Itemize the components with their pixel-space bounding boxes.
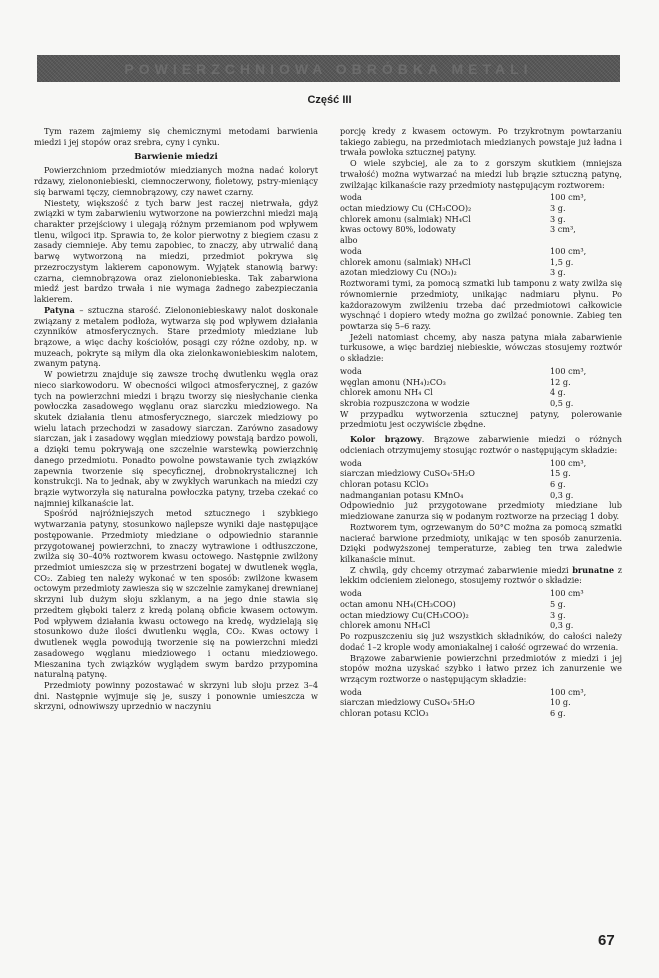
recipe-list-5: [340, 588, 622, 631]
recipe-row: chlorek amonu (salmiak) NH₄Cl 1,5 g.: [340, 256, 574, 267]
paragraph-kolor-brazowy: Kolor brązowy. Brązowe zabarwienie miedzi o różnych odcieniach otrzymujemy stosując roztwór o następującym składzie:: [340, 434, 622, 455]
recipe-row: octan miedziowy Cu (CH₃COO)₂ 3 g.: [340, 203, 566, 214]
part-title: Część III: [307, 94, 352, 106]
paragraph: Powierzchniom przedmiotów miedzianych można nadać koloryt rdzawy, zielononiebieski, ciemnoczerwony, fioletowy, pstry-mieniący się barwami tęczy, ciemnobrązowy, czy nawet czarny.: [34, 165, 318, 197]
recipe-row: chlorek amonu NH₄Cl 0,3 g.: [340, 620, 574, 631]
paragraph: W powietrzu znajduje się zawsze trochę dwutlenku węgla oraz nieco siarkowodoru. W obecności wilgoci atmosferycznej, z gazów tych na powierzchni miedzi i brązu tworzy się niesłychanie cienka powłoczka zasadowego węglanu oraz siarczku miedziowego. Na skutek działania tlenu atmosferycznego, siarczek miedziowy po wielu latach przechodzi w zasadowy siarczan. Zarówno zasadowy siarczan, jak i zasadowy węglan miedziowy powstają bardzo powoli, a dzięki temu pokrywają one szczelnie warstewką powierzchnię danego przedmiotu. Ponadto powolne powstawanie tych związków zapewnia tworzenie się specyficznej, drobnokrystalicznej ich konstrukcji. Na to jednak, aby w zwykłych warunkach na miedzi czy brązie wytworzyła się naturalna powłoczka patyny, trzeba czekać co najmniej kilkanaście lat.: [34, 369, 318, 508]
section-header-title: POWIERZCHNIOWA OBRÓBKA METALI: [124, 60, 533, 77]
recipe-row: siarczan miedziowy CuSO₄·5H₂O 15 g.: [340, 468, 571, 479]
paragraph: Spośród najróżniejszych metod sztucznego i szybkiego wytwarzania patyny, stosunkowo najlepsze wyniki daje następujące postępowanie. Przedmioty miedziane o odpowiednio starannie przygotowanej powierzchni, to znaczy wytrawione i odtłuszczone, zwilża się 30–40% roztworem kwasu octowego. Następnie zwilżony przedmiot umieszcza się w przestrzeni bogatej w dwutlenek węgla, CO₂. Zabieg ten należy wykonać w ten sposób: zwilżone kwasem octowym przedmioty zawiesza się w szczelnie zamykanej drewnianej skrzyni lub dużym słoju szklanym, a na jego dnie stawia się przedtem głęboki talerz z kredą polaną obficie kwasem octowym. Pod wpływem działania kwasu octowego na kredę, wydzielają się stosunkowo duże ilości dwutlenku węgla, CO₂. Kwas octowy i dwutlenek węgla powodują tworzenie się na powierzchni miedzi zasadowego węglanu miedziowego i octanu miedziowego. Mieszanina tych związków wyglądem swym bardzo przypomina naturalną patynę.: [34, 508, 318, 680]
page-number: 67: [598, 932, 615, 949]
recipe-row: skrobia rozpuszczona w wodzie 0,5 g.: [340, 397, 574, 408]
recipe-row: octan amonu NH₄(CH₃COO) 5 g.: [340, 598, 566, 609]
section-heading: Barwienie miedzi: [134, 152, 218, 163]
recipe-list-3: [340, 366, 622, 409]
paragraph: Po rozpuszczeniu się już wszystkich składników, do całości należy dodać 1–2 krople wody amoniakalnej i całość ogrzewać do wrzenia.: [340, 631, 622, 652]
recipe-row: woda 100 cm³,: [340, 457, 587, 468]
term-brunatne: brunatne: [572, 564, 615, 575]
recipe-list-6: [340, 687, 622, 719]
recipe-alternative-label: albo: [340, 235, 358, 246]
recipe-row: chloran potasu KClO₃ 6 g.: [340, 479, 566, 489]
recipe-row: chlorek amonu (salmiak) NH₄Cl 3 g.: [340, 213, 566, 224]
paragraph: Brązowe zabarwienie powierzchni przedmiotów z miedzi i jej stopów można uzyskać szybko i łatwo przez ich zanurzenie we wrzącym roztworze o następującym składzie:: [340, 652, 622, 684]
term-patyna: Patyna: [44, 304, 75, 315]
recipe-row: woda 100 cm³,: [340, 686, 587, 697]
recipe-row: chlorek amonu NH₄ Cl 4 g.: [340, 387, 566, 398]
paragraph: porcję kredy z kwasem octowym. Po trzykrotnym powtarzaniu takiego zabiegu, na przedmiotach miedzianych powstaje już ładna i trwała powłoka sztucznej patyny.: [340, 126, 622, 158]
section-header-band: [37, 55, 620, 82]
right-column: [340, 126, 622, 719]
paragraph: Jeżeli natomiast chcemy, aby nasza patyna miała zabarwienie turkusowe, a więc bardziej niebieskie, wówczas stosujemy roztwór o składzie:: [340, 331, 622, 364]
recipe-row: nadmanganian potasu KMnO₄ 0,3 g.: [340, 489, 574, 500]
paragraph: Niestety, większość z tych barw jest raczej nietrwała, gdyż związki w tym zabarwieniu wytworzone na powierzchni miedzi mają charakter przejściowy i ulegają różnym przemianom pod wpływem tlenu, wilgoci itp. Sprawia to, że kolor pierwotny z biegiem czasu z zasady ciemnieje. Aby temu zapobiec, to znaczy, aby utrwalić daną barwę wytworzoną na miedzi, przedmiot pokrywa się przezroczystym lakierem caponowym. Wyjątek stanowią barwy: czarna, ciemnobrązowa oraz zielononiebieska. Tak zabarwiona miedź jest bardzo trwała i nie wymaga żadnego zabezpieczania lakierem.: [34, 197, 318, 305]
recipe-row: woda 100 cm³,: [340, 192, 587, 203]
recipe-row: kwas octowy 80%, lodowaty 3 cm³,: [340, 224, 576, 235]
recipe-list-1: [340, 192, 622, 278]
recipe-row: woda 100 cm³: [340, 588, 584, 599]
paragraph: W przypadku wytworzenia sztucznej patyny, polerowanie przedmiotu jest oczywiście zbędne.: [340, 408, 622, 430]
paragraph: Roztworem tym, ogrzewanym do 50°C można za pomocą szmatki nacierać barwione przedmioty, unikając w ten sposób zanurzenia. Dzięki podwyższonej temperaturze, zabieg ten trwa zaledwie kilkanaście minut.: [340, 521, 622, 565]
term-kolor-brazowy: Kolor brązowy: [350, 434, 422, 445]
paragraph-patyna: Patyna – sztuczna starość. Zielononiebieskawy nalot doskonale związany z metalem podłoża, wytwarza się pod wpływem działania czynników atmosferycznych. Stare przedmioty miedziane lub brązowe, a więc dachy kościołów, posągi czy różne ozdoby, np. w muzeach, pokryte są miłym dla oka zielonkawoniebieskim nalotem, zwanym patyną.: [34, 304, 318, 369]
recipe-row: woda 100 cm³,: [340, 245, 587, 256]
paragraph-brunatne: Z chwilą, gdy chcemy otrzymać zabarwienie miedzi brunatne z lekkim odcieniem zielonego, stosujemy roztwór o składzie:: [340, 564, 622, 586]
intro-paragraph: Tym razem zajmiemy się chemicznymi metodami barwienia miedzi i jej stopów oraz srebra, cyny i cynku.: [34, 126, 318, 147]
recipe-row: azotan miedziowy Cu (NO₃)₂ 3 g.: [340, 267, 566, 278]
left-column: [34, 126, 318, 712]
recipe-row: woda 100 cm³,: [340, 365, 587, 376]
paragraph: Odpowiednio już przygotowane przedmioty miedziane lub miedziowane zanurza się w podanym roztworze na przeciąg 1 doby.: [340, 500, 622, 522]
recipe-list-4: [340, 458, 622, 501]
paragraph: Roztworami tymi, za pomocą szmatki lub tamponu z waty zwilża się równomiernie przedmioty, unikając nadmiaru płynu. Po każdorazowym zwilżeniu trzeba dać przedmiotowi całkowicie wyschnąć i dopiero wtedy można go zwilżać ponownie. Zabieg ten powtarza się 5–6 razy.: [340, 278, 622, 331]
paragraph: Przedmioty powinny pozostawać w skrzyni lub słoju przez 3–4 dni. Następnie wyjmuje się je, suszy i ponownie umieszcza w skrzyni, odnowiwszy uprzednio w naczyniu: [34, 679, 318, 712]
recipe-row: octan miedziowy Cu(CH₃COO)₂ 3 g.: [340, 609, 566, 620]
recipe-row: chloran potasu KClO₃ 6 g.: [340, 708, 566, 719]
recipe-row: siarczan miedziowy CuSO₄·5H₂O 10 g.: [340, 697, 571, 708]
paragraph: O wiele szybciej, ale za to z gorszym skutkiem (mniejsza trwałość) można wytwarzać na miedzi lub brązie sztuczną patynę, zwilżając kilkanaście razy przedmioty następującym roztworem:: [340, 158, 622, 190]
recipe-row: węglan amonu (NH₄)₂CO₃ 12 g.: [340, 376, 571, 387]
